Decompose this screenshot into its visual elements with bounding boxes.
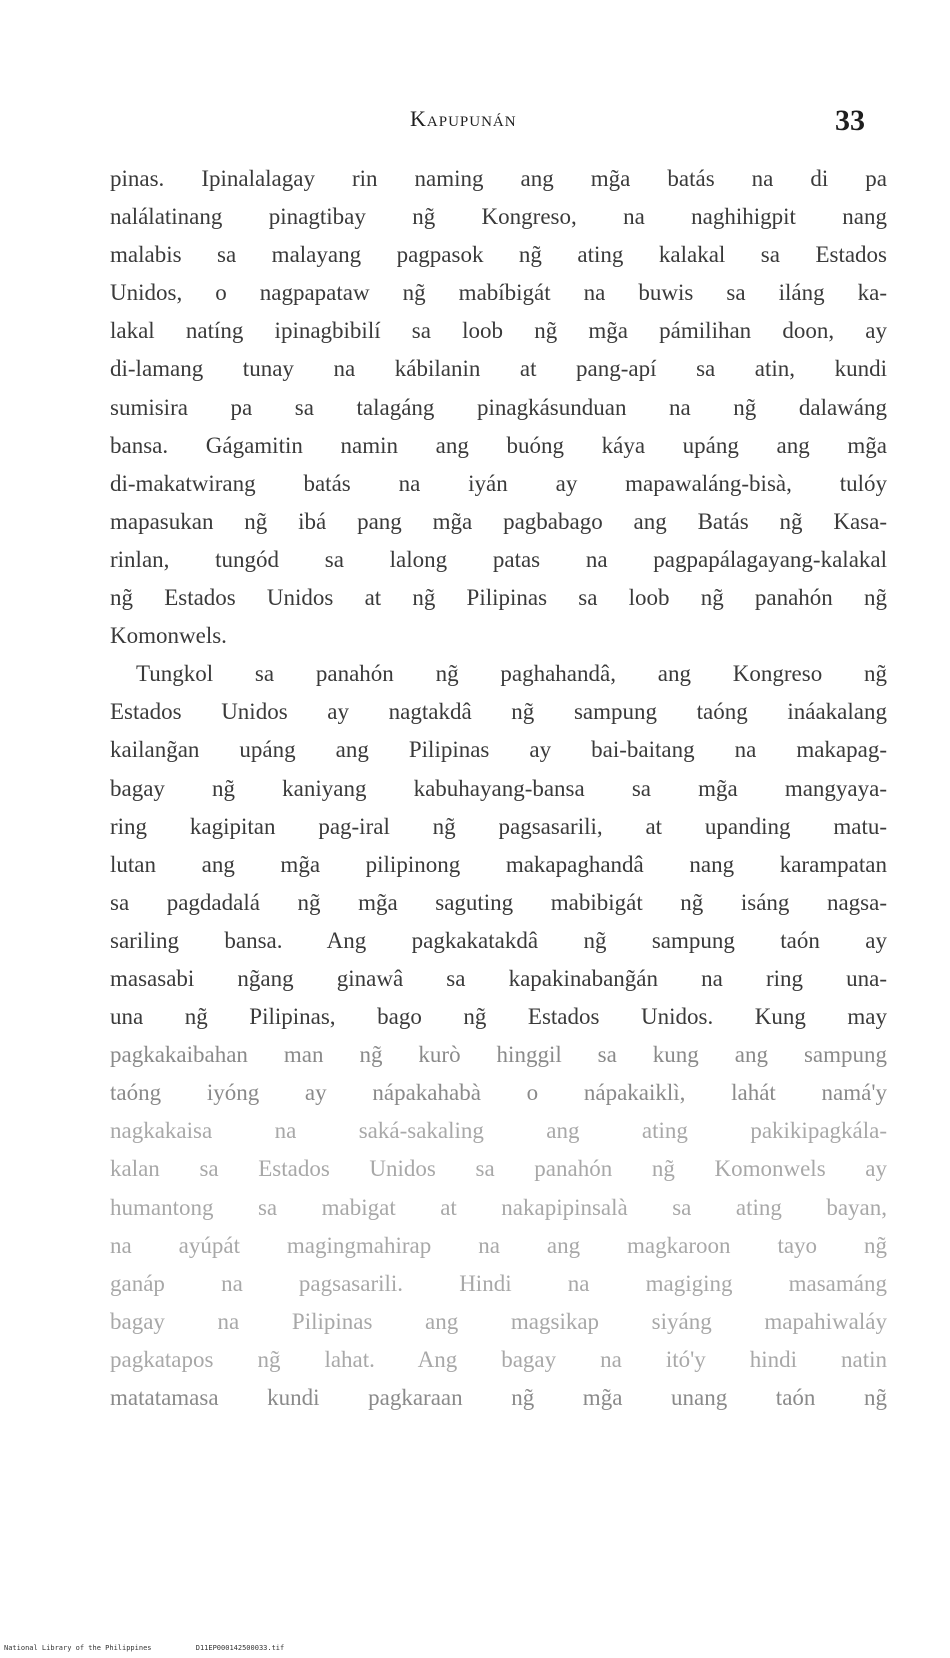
text-line: masasabi ng̃ang ginawâ sa kapakinabang̃án na ring una- (110, 965, 887, 991)
text-line: bagay ng̃ kaniyang kabuhayang-bansa sa mg̃a mangyaya- (110, 775, 887, 801)
running-head (0, 104, 950, 144)
text-line: ganáp na pagsasarili. Hindi na magiging masamáng (110, 1270, 887, 1296)
text-line: mapasukan ng̃ ibá pang mg̃a pagbabago ang Batás ng̃ Kasa- (110, 508, 887, 534)
text-line: ring kagipitan pag-iral ng̃ pagsasarili, at upanding matu- (110, 813, 887, 839)
text-line: kailang̃an upáng ang Pilipinas ay bai-baitang na makapag- (110, 737, 887, 763)
text-line: lakal natíng ipinagbibilí sa loob ng̃ mg̃a pámilihan doon, ay (110, 318, 887, 344)
file-id: D11EP000142500033.tif (195, 1644, 285, 1652)
library-credit: National Library of the Philippines (4, 1644, 152, 1652)
text-line: kalan sa Estados Unidos sa panahón ng̃ Komonwels ay (110, 1156, 887, 1182)
text-line: sariling bansa. Ang pagkakatakdâ ng̃ sampung taón ay (110, 927, 887, 953)
text-line: di-makatwirang batás na iyán ay mapawaláng-bisà, tulóy (110, 470, 887, 496)
text-line: Komonwels. (110, 623, 227, 649)
text-line: pagkatapos ng̃ lahat. Ang bagay na itó'y hindi natin (110, 1346, 887, 1372)
text-line: una ng̃ Pilipinas, bago ng̃ Estados Unidos. Kung may (110, 1004, 887, 1030)
text-line: nalálatinang pinagtibay ng̃ Kongreso, na naghihigpit nang (110, 204, 887, 230)
text-line: pinas. Ipinalalagay rin naming ang mg̃a batás na di pa (110, 166, 887, 191)
running-title: Kapupunán (410, 106, 517, 131)
scan-footer (4, 1644, 324, 1652)
text-line: bansa. Gágamitin namin ang buóng káya upáng ang mg̃a (110, 432, 887, 458)
text-line: nagkakaisa na saká-sakaling ang ating pakikipagkála- (110, 1118, 887, 1144)
text-line: Estados Unidos ay nagtakdâ ng̃ sampung taóng ináakalang (110, 699, 887, 725)
page-number: 33 (835, 104, 865, 137)
text-line: bagay na Pilipinas ang magsikap siyáng mapahiwaláy (110, 1308, 887, 1334)
text-line: humantong sa mabigat at nakapipinsalà sa ating bayan, (110, 1194, 887, 1220)
text-line: rinlan, tungód sa lalong patas na pagpapálagayang-kalakal (110, 546, 887, 572)
body-text (110, 160, 887, 1417)
text-line: Unidos, o nagpapataw ng̃ mabíbigát na buwis sa iláng ka- (110, 280, 887, 306)
text-line: taóng iyóng ay nápakahabà o nápakaiklì, lahát namá'y (110, 1080, 887, 1106)
text-line: sumisira pa sa talagáng pinagkásunduan na ng̃ dalawáng (110, 394, 887, 420)
text-line: lutan ang mg̃a pilipinong makapaghandâ nang karampatan (110, 851, 887, 877)
text-line: di-lamang tunay na kábilanin at pang-apí sa atin, kundi (110, 356, 887, 382)
text-line: pagkakaibahan man ng̃ kurò hinggil sa kung ang sampung (110, 1042, 887, 1068)
text-line: malabis sa malayang pagpasok ng̃ ating kalakal sa Estados (110, 242, 887, 268)
text-line: sa pagdadalá ng̃ mg̃a saguting mabibigát ng̃ isáng nagsa- (110, 889, 887, 915)
text-line: matatamasa kundi pagkaraan ng̃ mg̃a unang taón ng̃ (110, 1385, 887, 1410)
text-line: na ayúpát magingmahirap na ang magkaroon tayo ng̃ (110, 1232, 887, 1258)
text-line: ng̃ Estados Unidos at ng̃ Pilipinas sa loob ng̃ panahón ng̃ (110, 585, 887, 611)
text-line: Tungkol sa panahón ng̃ paghahandâ, ang Kongreso ng̃ (136, 661, 887, 687)
